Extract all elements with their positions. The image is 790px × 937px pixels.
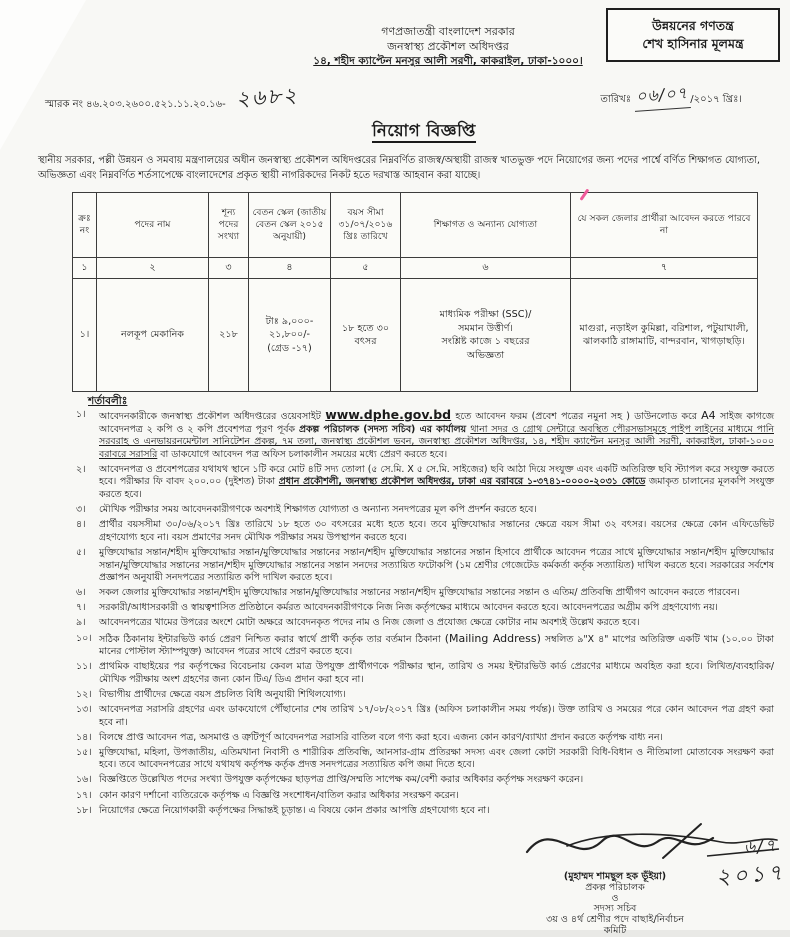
condition-text: [99, 661, 774, 686]
condition-item: [76, 689, 774, 702]
condition-text-part: জমাকৃত চালানের মূলকপি সংযুক্ত করতে হবে।: [99, 476, 775, 501]
table-cell-line: ১৮ হতে ৩০ বৎসর: [341, 322, 390, 347]
condition-text-part: আবেদনকারীকে জনস্বাস্থ্য প্রকৌশল অধিদপ্তরের ওয়েবসাইট: [99, 411, 326, 422]
condition-text-part: কোন কারণ দর্শানো ব্যতিরেকে কর্তৃপক্ষ এ বিজ্ঞপ্তি সংশোধন/বাতিল করার অধিকার সংরক্ষণ করেন।: [99, 789, 459, 801]
condition-number: ৫।: [76, 546, 86, 558]
condition-number: ১০।: [76, 632, 92, 644]
department-line: জনস্বাস্থ্য প্রকৌশল অধিদপ্তর: [387, 40, 509, 53]
condition-text-part: মৌখিক পরীক্ষার সময় আবেদনকারীগণকে অবশ্যই শিক্ষাগত যোগ্যতা ও অন্যান্য সনদপত্রের মূল কপি প্রদর্শন করতে হবে।: [99, 504, 537, 516]
condition-text-part: www.dphe.gov.bd: [325, 407, 452, 422]
condition-text-part: প্রার্থীর বয়সসীমা ৩০/০৬/২০১৭ খ্রিঃ তারিখে ১৮ হতে ৩০ বৎসরের মধ্যে হতে হবে। তবে মুক্তিযোদ্ধার সন্তানের ক্ষেত্রে বয়স সীমা ৩২ বৎসর। বয়সের ক্ষেত্রে কোন এফিডেভিট গ্রহণযোগ্য হবে না। বয়স প্রমাণের সনদ মৌখিক পরীক্ষার সময় উপস্থাপন করতে হবে।: [99, 519, 774, 543]
table-colnum-row: [73, 258, 757, 279]
date-handwritten: ০৬/০৭: [633, 80, 691, 112]
memo-handwritten-number: ২৬৮২: [234, 82, 299, 112]
table-header-cell: পদের নাম: [97, 193, 209, 257]
signatory-conjunction: ও: [611, 892, 619, 904]
slogan-line-1: উন্নয়নের গণতন্ত্র: [652, 18, 734, 33]
table-header-cell: যে সকল জেলার প্রার্থীরা আবেদন করতে পারবে না: [577, 213, 751, 236]
condition-number: ১৮।: [76, 804, 92, 816]
table-cell-line: ২১৮: [219, 329, 238, 341]
condition-number: ১১।: [76, 661, 92, 673]
condition-text-part: প্রাথমিক বাছাইয়ের পর কর্তৃপক্ষের বিবেচনায় কেবল মাত্র উপযুক্ত প্রার্থীগণকে পরীক্ষার স্থান, তারিখ ও সময় ইন্টারভিউ কার্ড প্রেরণের মাধ্যমে অবহিত করা হবে। লিখিত/ব্যবহারিক/মৌখিক পরীক্ষায় অংশ গ্রহণের জন্য কোন টিএ/ ডিএ প্রদান করা হবে না।: [99, 661, 774, 685]
condition-text: [99, 504, 774, 517]
table-colnum-cell: ৩: [209, 258, 249, 278]
condition-number: ১।: [76, 409, 86, 420]
condition-item: [76, 732, 774, 745]
condition-text-part: হতে আবেদন ফরম (প্রবেশ পত্রের নমুনা সহ ) ডাউনলোড করে: [451, 411, 702, 422]
condition-text-part: আবেদনপত্র সরাসরি গ্রহণের এবং ডাকযোগে পৌঁছানোর শেষ তারিখ ১৭/০৮/২০১৭ খ্রিঃ (অফিস চলাকালীন সময় পর্যন্ত)। উক্ত তারিখ ও সময়ের পরে কোন আবেদন পত্র গ্রহণ করা হবে না।: [99, 703, 774, 728]
condition-number: ১৫।: [76, 746, 92, 758]
slogan-box: [606, 8, 780, 62]
condition-text-part: বিজ্ঞপ্তিতে উল্লেখিত পদের সংখ্যা উপযুক্ত কর্তৃপক্ষের ছাড়পত্র প্রাপ্তি/সম্মতি সাপেক্ষ কম/বেশী করার অধিকার কর্তৃপক্ষ সংরক্ষণ করেন।: [99, 774, 584, 786]
slogan-line-2: শেখ হাসিনার মূলমন্ত্র: [642, 36, 744, 51]
condition-item: [76, 661, 774, 686]
condition-number: ৩।: [76, 504, 86, 516]
condition-text-part: নিয়োগের ক্ষেত্রে নিয়োগকারী কর্তৃপক্ষের সিদ্ধান্তই চূড়ান্ত। এ বিষয়ে কোন প্রকার আপত্তি গ্রহণযোগ্য হবে না।: [99, 804, 490, 816]
table-cell-line: সংশ্লিষ্ট কাজে ১ বছরের: [441, 336, 530, 347]
condition-item: [76, 617, 774, 630]
condition-text-part: মুক্তিযোদ্ধা, মহিলা, উপজাতীয়, এতিমখানা নিবাসী ও শারীরিক প্রতিবন্ধি, আনসার-গ্রাম প্রতিরক্ষা সদস্য এবং জেলা কোটা সরকারী বিধি-বিধান ও নীতিমালা মোতাবেক সংরক্ষণ করা হবে। তবে আবেদনপত্রের সাথে যথাযথ কর্তৃপক্ষ কর্তৃক প্রদত্ত সনদপত্রের সত্যায়িত কপি জমা দিতে হবে।: [99, 746, 774, 771]
address-line: ১৪, শহীদ ক্যাপ্টেন মনসুর আলী সরণী, কাকরাইল, ঢাকা-১০০০।: [313, 55, 583, 67]
page-title: [124, 118, 724, 145]
condition-item: [76, 547, 774, 585]
memo-label: স্মারক নং ৪৬.২০৩.২৬০০.৫২১.১১.২০.১৬-: [45, 99, 226, 110]
table-colnum-cell: ৫: [331, 258, 401, 278]
condition-number: ২।: [76, 463, 86, 475]
table-cell-line: মাগুরা, নড়াইল কুমিল্লা, বরিশাল, পটুয়াখালী, ঝালকাঠি রাঙ্গামাটি, বান্দরবান, খাগড়াছড়ি।: [579, 322, 749, 347]
condition-text-part: আবেদনপত্র ও প্রবেশপত্রের যথাযথ স্থানে ১টি করে মোট ৪টি সদ্য তোলা (৫ সে.মি. X ৫ সে.মি. সাইজের) ছবি আঠা দিয়ে সংযুক্ত এবং একটি অতিরিক্ত ছবি স্ট্যাপল করে সংযুক্ত করতে হবে। পরীক্ষার ফি বাবদ ২০০.০০ (দুইশত) টাকা: [99, 463, 774, 488]
table-cell-line: ২১,৮০০/-: [269, 329, 310, 341]
condition-text: [99, 409, 774, 461]
condition-text-part: সঠিক ঠিকানায় ইন্টারভিউ কার্ড প্রেরণ নিশ্চিত করার স্বার্থে প্রার্থী কর্তৃক তার বর্তমান ঠিকানা: [99, 633, 445, 645]
page-title-text: নিয়োগ বিজ্ঞপ্তি: [372, 121, 476, 143]
date-row: [600, 84, 742, 112]
table-data-cell: [331, 279, 401, 391]
condition-text: [99, 790, 774, 803]
table-header-cell: শূন্য পদের সংখ্যা: [209, 193, 249, 257]
condition-number: ৬।: [76, 587, 86, 599]
condition-text: [99, 704, 774, 729]
condition-text-part: সরকারী/আধাসরকারী ও স্বায়ত্বশাসিত প্রতিষ্ঠানে কর্মরত আবেদনকারীগণকে নিজ নিজ কর্তৃপক্ষের মাধ্যমে আবেদন করতে হবে। আবেদনপত্রের অগ্রীম কপি গ্রহণযোগ্য নয়।: [99, 602, 718, 614]
table-cell-line: ১।: [79, 329, 90, 341]
condition-item: [76, 464, 774, 502]
condition-text-part: মুক্তিযোদ্ধার সন্তান/শহীদ মুক্তিযোদ্ধার সন্তান/মুক্তিযোদ্ধার সন্তানের সন্তান/শহীদ মুক্তিযোদ্ধার সন্তানের সন্তান হিসাবে প্রার্থীকে আবেদন পত্রের সাথে মুক্তিযোদ্ধার সন্তান/শহীদ মুক্তিযোদ্ধার সন্তান/মুক্তিযোদ্ধার সন্তানের সন্তান/শহীদ মুক্তিযোদ্ধার সন্তানের সন্তান সনদের সত্যায়িত ফটোকপি (১ম শ্রেণীর গেজেটেড কর্মকর্তা কর্তৃক সত্যায়িত) দাখিল করতে হবে। সরকারের সর্বশেষ প্রজ্ঞাপন অনুযায়ী সনদপত্রের সত্যায়িত কপি দাখিল করতে হবে।: [99, 546, 774, 584]
date-suffix: /২০১৭ খ্রিঃ।: [690, 94, 742, 105]
table-cell-line: মাধ্যমিক পরীক্ষা (SSC)/: [439, 309, 532, 320]
signature-handwritten-year: ২০১৭: [715, 860, 786, 891]
condition-text: [99, 774, 774, 787]
condition-item: [76, 704, 774, 729]
condition-text: [99, 747, 774, 772]
table-data-cell: [401, 279, 571, 391]
table-cell-line: টাঃ ৯,০০০-: [265, 315, 314, 327]
condition-text: [99, 587, 774, 600]
table-header-cell: বয়স সীমা ৩১/০৭/২০১৬ খ্রিঃ তারিখে: [331, 193, 401, 257]
table-cell-line: (গ্রেড -১৭): [267, 342, 312, 354]
condition-number: ১২।: [76, 688, 92, 700]
condition-text-part: বিলম্বে প্রাপ্ত আবেদন পত্র, অসমাপ্ত ও ত্রুটিপূর্ণ আবেদনপত্র সরাসরি বাতিল বলে গণ্য করা হবে। এজন্য কোন কারণ/ব্যাখ্যা প্রদান করতে কর্তৃপক্ষ বাধ্য নন।: [99, 731, 663, 743]
table-data-cell: [209, 279, 249, 391]
condition-text-part: প্রধান প্রকৌশলী, জনস্বাস্থ্য প্রকৌশল অধিদপ্তর, ঢাকা এর বরাবরে ১-৩৭৪১-০০০০-২০৩১ কোডে: [278, 476, 646, 488]
condition-text-part: প্রকল্প পরিচালক (সদস্য সচিব) এর কার্যালয়: [298, 423, 471, 435]
signatory-name: (মুহাম্মদ শামছুল হক ভূঁইয়া): [563, 871, 667, 882]
condition-item: [76, 774, 774, 787]
vacancy-table: [72, 192, 758, 392]
condition-number: ৪।: [76, 519, 86, 531]
table-cell-line: অভিজ্ঞতা: [466, 349, 505, 361]
condition-number: ৭।: [76, 602, 86, 614]
condition-text: [99, 547, 774, 585]
government-header: [248, 24, 648, 69]
table-header-row: [73, 193, 757, 258]
condition-item: [76, 587, 774, 600]
table-data-row: [73, 279, 757, 391]
condition-text-part: সকল জেলার মুক্তিযোদ্ধার সন্তান/শহীদ মুক্তিযোদ্ধার সন্তান/মুক্তিযোদ্ধার সন্তানের সন্তান/শহীদ মুক্তিযোদ্ধার সন্তানের সন্তান ও এতিম/ প্রতিবন্ধি প্রার্থীগণ আবেদন করতে পারবেন।: [99, 587, 740, 599]
condition-number: ১৬।: [76, 774, 92, 786]
condition-text-part: A4: [701, 409, 716, 422]
condition-text: [99, 732, 774, 745]
condition-item: [76, 602, 774, 615]
condition-text-part: বিভাগীয় প্রার্থীদের ক্ষেত্রে বয়স প্রচলিত বিধি অনুযায়ী শিথিলযোগ্য।: [99, 688, 346, 700]
condition-number: ১৩।: [76, 703, 92, 715]
conditions-heading: শর্তাবলীঃ: [88, 395, 128, 407]
condition-text: [99, 689, 774, 702]
table-header-cell: বেতন স্কেল (জাতীয় বেতন স্কেল ২০১৫ অনুযায়ী): [249, 193, 331, 257]
condition-text-part: থানা সদর ও গ্রোথ সেন্টারে অবস্থিত পৌরসভাসমূহে পাইপ লাইনের মাধ্যমে পানি সরবরাহ ও এনভায়রনমেন্টাল সানিটেশন প্রকল্প, ৭ম তলা, জনস্বাস্থ্য প্রকৌশল ভবন, জনস্বাস্থ্য প্রকৌশল অধিদপ্তর, ১৪, শহীদ ক্যাপ্টেন মনসুর আলী সরণী, কাকরাইল, ঢাকা-১০০০ বরাবরে সরাসরি: [99, 423, 774, 460]
condition-text: [99, 602, 774, 615]
condition-text: [99, 519, 774, 544]
condition-item: [76, 747, 774, 772]
condition-text-part: (Mailing Address): [444, 631, 541, 645]
table-data-cell: [73, 279, 97, 391]
condition-text-part: আবেদনপত্রের খামের উপরের অংশে মোটা অক্ষরে আবেদনকৃত পদের নাম ও নিজ জেলা ও প্রযোজ্য ক্ষেত্রে কোটার নাম অবশ্যই উল্লেখ করতে হবে।: [99, 617, 640, 629]
condition-text-part: সাইজ কাগজে আবেদনপত্র ২ কপি ও ২ কপি প্রবেশপত্র পূরণ পূর্বক: [99, 411, 774, 435]
condition-text-part: বা ডাকযোগে আবেদন পত্র অফিস চলাকালীন সময়ের মধ্যে প্রেরণ করতে হবে।: [157, 448, 448, 460]
signatory-title-3: ৩য় ও ৪র্থ শ্রেণীর পদে বাছাই/নির্বাচন: [546, 914, 684, 926]
condition-item: [76, 519, 774, 544]
table-data-cell: [571, 279, 757, 391]
table-cell-line: সমমান উত্তীর্ণ।: [458, 322, 513, 334]
signature-handwritten-fraction: ৬/৭: [743, 835, 779, 859]
condition-item: [76, 504, 774, 517]
memo-number-row: [45, 84, 298, 119]
table-data-cell: [97, 279, 209, 391]
condition-text: [99, 633, 774, 659]
signatory-title-1: প্রকল্প পরিচালক: [585, 881, 645, 893]
condition-number: ১৪।: [76, 731, 92, 743]
conditions-list: [76, 409, 774, 820]
table-colnum-cell: ২: [97, 258, 209, 278]
condition-number: ৯।: [76, 617, 86, 629]
signatory-title-2: সদস্য সচিব: [593, 903, 637, 915]
page-corner-curl-artifact: [0, 0, 86, 150]
condition-item: [76, 790, 774, 803]
condition-item: [76, 633, 774, 659]
table-header-cell: ক্রঃ নং: [73, 193, 97, 257]
condition-item: [76, 409, 774, 461]
signatory-cutoff-line: কমিটি: [603, 924, 627, 936]
date-label: তারিখঃ: [600, 94, 632, 105]
intro-paragraph: স্থানীয় সরকার, পল্লী উন্নয়ন ও সমবায় মন্ত্রণালয়ের অধীন জনস্বাস্থ্য প্রকৌশল অধিদপ্তরের নিম্নবর্ণিত রাজস্ব/অস্থায়ী রাজস্ব খাতভুক্ত পদে নিয়োগের জন্য পদের পার্শ্বে বর্ণিত শিক্ষাগত যোগ্যতা, অভিজ্ঞতা এবং নিম্নবর্ণিত শর্তসাপেক্ষে বাংলাদেশের প্রকৃত স্থায়ী নাগরিকদের নিকট হতে দরখাস্ত আহবান করা যাচ্ছে।: [38, 155, 760, 181]
condition-text: [99, 617, 774, 630]
table-colnum-cell: ৭: [660, 261, 668, 273]
table-header-cell: শিক্ষাগত ও অন্যান্য যোগ্যতা: [401, 193, 571, 257]
table-colnum-cell: ৪: [249, 258, 331, 278]
table-data-cell: [249, 279, 331, 391]
condition-number: ১৭।: [76, 789, 92, 801]
table-colnum-cell: ৬: [401, 258, 571, 278]
condition-text: [99, 464, 774, 502]
signature-block: [470, 872, 760, 937]
table-colnum-cell: ১: [73, 258, 97, 278]
government-line: গণপ্রজাতন্ত্রী বাংলাদেশ সরকার: [381, 25, 515, 38]
condition-text-part: সম্বলিত ৯"X ৪" মাপের অতিরিক্ত একটি খাম (১০.০০ টাকা মানের পোস্টাল স্ট্যাম্পযুক্ত) আবেদন পত্রের সাথে প্রেরণ করতে হবে।: [99, 633, 774, 658]
table-cell-line: নলকূপ মেকানিক: [120, 329, 185, 341]
